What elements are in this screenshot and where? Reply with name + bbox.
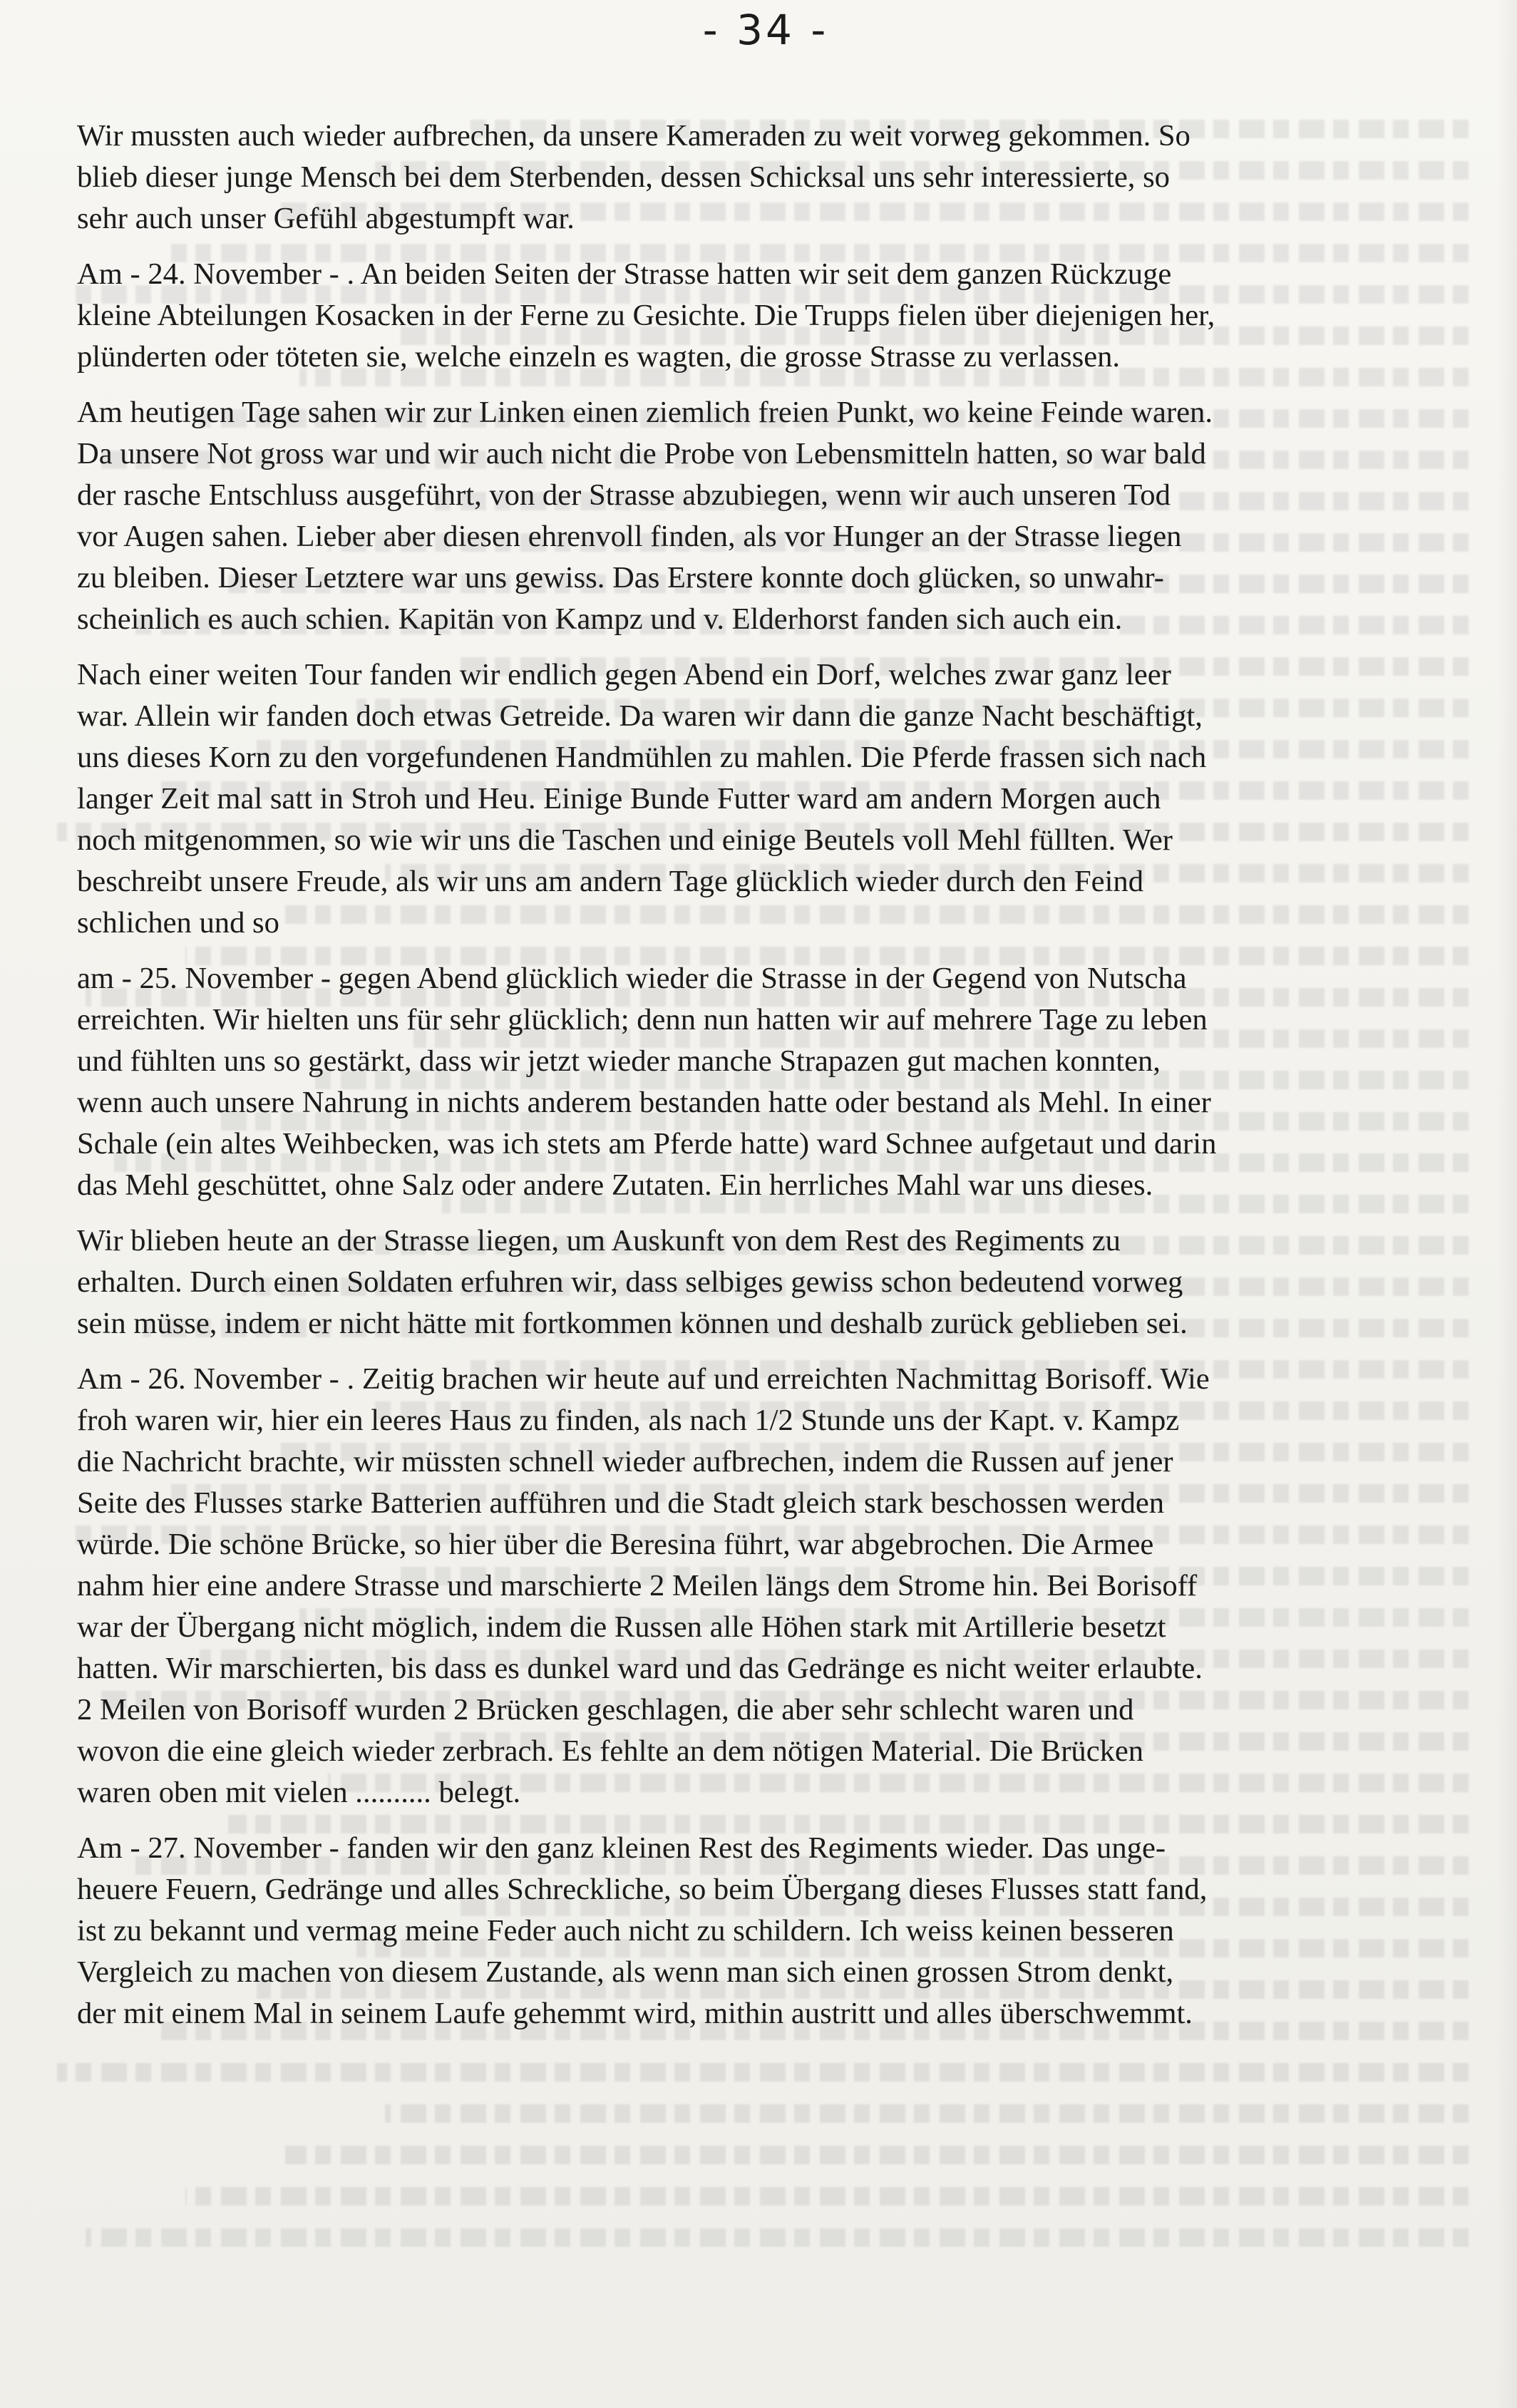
text-line: hatten. Wir marschierten, bis dass es dunkel ward und das Gedränge es nicht weiter erlaubte. bbox=[77, 1652, 1203, 1685]
text-line: der mit einem Mal in seinem Laufe gehemmt wird, mithin austritt und alles überschwemmt. bbox=[77, 1997, 1193, 2030]
page-number: - 34 - bbox=[702, 6, 829, 54]
text-line: der rasche Entschluss ausgeführt, von der Strasse abzubiegen, wenn wir auch unseren Tod bbox=[77, 478, 1171, 512]
text-line: Wir mussten auch wieder aufbrechen, da unsere Kameraden zu weit vorweg gekommen. So bbox=[77, 119, 1191, 153]
paragraph bbox=[77, 1828, 1485, 2034]
text-line: beschreibt unsere Freude, als wir uns am andern Tage glücklich wieder durch den Feind bbox=[77, 865, 1144, 898]
text-line: scheinlich es auch schien. Kapitän von Kampz und v. Elderhorst fanden sich auch ein. bbox=[77, 602, 1123, 636]
text-line: das Mehl geschüttet, ohne Salz oder andere Zutaten. Ein herrliches Mahl war uns dieses. bbox=[77, 1168, 1153, 1202]
text-line: Schale (ein altes Weihbecken, was ich stets am Pferde hatte) ward Schnee aufgetaut und darin bbox=[77, 1127, 1217, 1161]
text-line: froh waren wir, hier ein leeres Haus zu finden, als nach 1/2 Stunde uns der Kapt. v. Kampz bbox=[77, 1404, 1180, 1437]
text-line: nahm hier eine andere Strasse und marschierte 2 Meilen längs dem Strome hin. Bei Borisoff bbox=[77, 1569, 1198, 1602]
text-line: war. Allein wir fanden doch etwas Getreide. Da waren wir dann die ganze Nacht beschäftigt, bbox=[77, 699, 1203, 733]
text-line: die Nachricht brachte, wir müssten schnell wieder aufbrechen, indem die Russen auf jener bbox=[77, 1445, 1173, 1478]
paragraph bbox=[77, 1359, 1485, 1813]
paragraph bbox=[77, 654, 1485, 944]
text-line: waren oben mit vielen .......... belegt. bbox=[77, 1776, 521, 1809]
text-line: heuere Feuern, Gedränge und alles Schreckliche, so beim Übergang dieses Flusses statt fand, bbox=[77, 1873, 1208, 1906]
body-text bbox=[77, 115, 1485, 2049]
text-line: noch mitgenommen, so wie wir uns die Taschen und einige Beutels voll Mehl füllten. Wer bbox=[77, 823, 1173, 857]
text-line: Am - 24. November - . An beiden Seiten der Strasse hatten wir seit dem ganzen Rückzuge bbox=[77, 257, 1172, 291]
paragraph bbox=[77, 115, 1485, 240]
text-line: würde. Die schöne Brücke, so hier über die Beresina führt, war abgebrochen. Die Armee bbox=[77, 1528, 1154, 1561]
text-line: plünderten oder töteten sie, welche einzeln es wagten, die grosse Strasse zu verlassen. bbox=[77, 340, 1121, 374]
text-line: Am - 26. November - . Zeitig brachen wir heute auf und erreichten Nachmittag Borisoff. Wie bbox=[77, 1362, 1210, 1396]
text-line: Seite des Flusses starke Batterien aufführen und die Stadt gleich stark beschossen werden bbox=[77, 1486, 1165, 1520]
text-line: war der Übergang nicht möglich, indem die Russen alle Höhen stark mit Artillerie besetzt bbox=[77, 1610, 1166, 1644]
text-line: wenn auch unsere Nahrung in nichts anderem bestanden hatte oder bestand als Mehl. In einer bbox=[77, 1086, 1211, 1119]
text-line: und fühlten uns so gestärkt, dass wir jetzt wieder manche Strapazen gut machen konnten, bbox=[77, 1044, 1161, 1078]
page-edge-shadow bbox=[1497, 0, 1517, 2408]
bleed-line bbox=[285, 2133, 1469, 2174]
text-line: zu bleiben. Dieser Letztere war uns gewiss. Das Erstere konnte doch glücken, so unwahr- bbox=[77, 561, 1164, 595]
bleed-line bbox=[185, 2174, 1469, 2216]
text-line: Nach einer weiten Tour fanden wir endlich gegen Abend ein Dorf, welches zwar ganz leer bbox=[77, 658, 1171, 691]
text-line: blieb dieser junge Mensch bei dem Sterbenden, dessen Schicksal uns sehr interessierte, so bbox=[77, 160, 1170, 194]
bleed-line bbox=[385, 2091, 1469, 2133]
text-line: langer Zeit mal satt in Stroh und Heu. Einige Bunde Futter ward am andern Morgen auch bbox=[77, 782, 1161, 815]
bleed-line bbox=[57, 2050, 1469, 2091]
text-line: Da unsere Not gross war und wir auch nicht die Probe von Lebensmitteln hatten, so war bald bbox=[77, 437, 1206, 470]
text-line: am - 25. November - gegen Abend glücklich wieder die Strasse in der Gegend von Nutscha bbox=[77, 962, 1187, 995]
bleed-line bbox=[86, 2216, 1469, 2257]
text-line: vor Augen sahen. Lieber aber diesen ehrenvoll finden, als vor Hunger an der Strasse liegen bbox=[77, 520, 1182, 553]
paragraph bbox=[77, 254, 1485, 378]
text-line: Wir blieben heute an der Strasse liegen, um Auskunft von dem Rest des Regiments zu bbox=[77, 1224, 1121, 1257]
text-line: erhalten. Durch einen Soldaten erfuhren wir, dass selbiges gewiss schon bedeutend vorweg bbox=[77, 1265, 1183, 1299]
text-line: sehr auch unser Gefühl abgestumpft war. bbox=[77, 202, 575, 235]
text-line: kleine Abteilungen Kosacken in der Ferne zu Gesichte. Die Trupps fielen über diejenigen her, bbox=[77, 299, 1215, 332]
text-line: 2 Meilen von Borisoff wurden 2 Brücken geschlagen, die aber sehr schlecht waren und bbox=[77, 1693, 1134, 1727]
text-line: ist zu bekannt und vermag meine Feder auch nicht zu schildern. Ich weiss keinen besseren bbox=[77, 1914, 1174, 1948]
text-line: erreichten. Wir hielten uns für sehr glücklich; denn nun hatten wir auf mehrere Tage zu leben bbox=[77, 1003, 1208, 1036]
text-line: Am - 27. November - fanden wir den ganz kleinen Rest des Regiments wieder. Das unge- bbox=[77, 1831, 1166, 1865]
paragraph bbox=[77, 392, 1485, 640]
text-line: Vergleich zu machen von diesem Zustande, als wenn man sich einen grossen Strom denkt, bbox=[77, 1955, 1174, 1989]
paragraph bbox=[77, 958, 1485, 1206]
text-line: schlichen und so bbox=[77, 906, 279, 940]
text-line: Am heutigen Tage sahen wir zur Linken einen ziemlich freien Punkt, wo keine Feinde waren. bbox=[77, 396, 1213, 429]
text-line: uns dieses Korn zu den vorgefundenen Handmühlen zu mahlen. Die Pferde frassen sich nach bbox=[77, 741, 1207, 774]
text-line: sein müsse, indem er nicht hätte mit fortkommen können und deshalb zurück geblieben sei. bbox=[77, 1307, 1188, 1340]
paragraph bbox=[77, 1220, 1485, 1344]
text-line: wovon die eine gleich wieder zerbrach. Es fehlte an dem nötigen Material. Die Brücken bbox=[77, 1734, 1144, 1768]
